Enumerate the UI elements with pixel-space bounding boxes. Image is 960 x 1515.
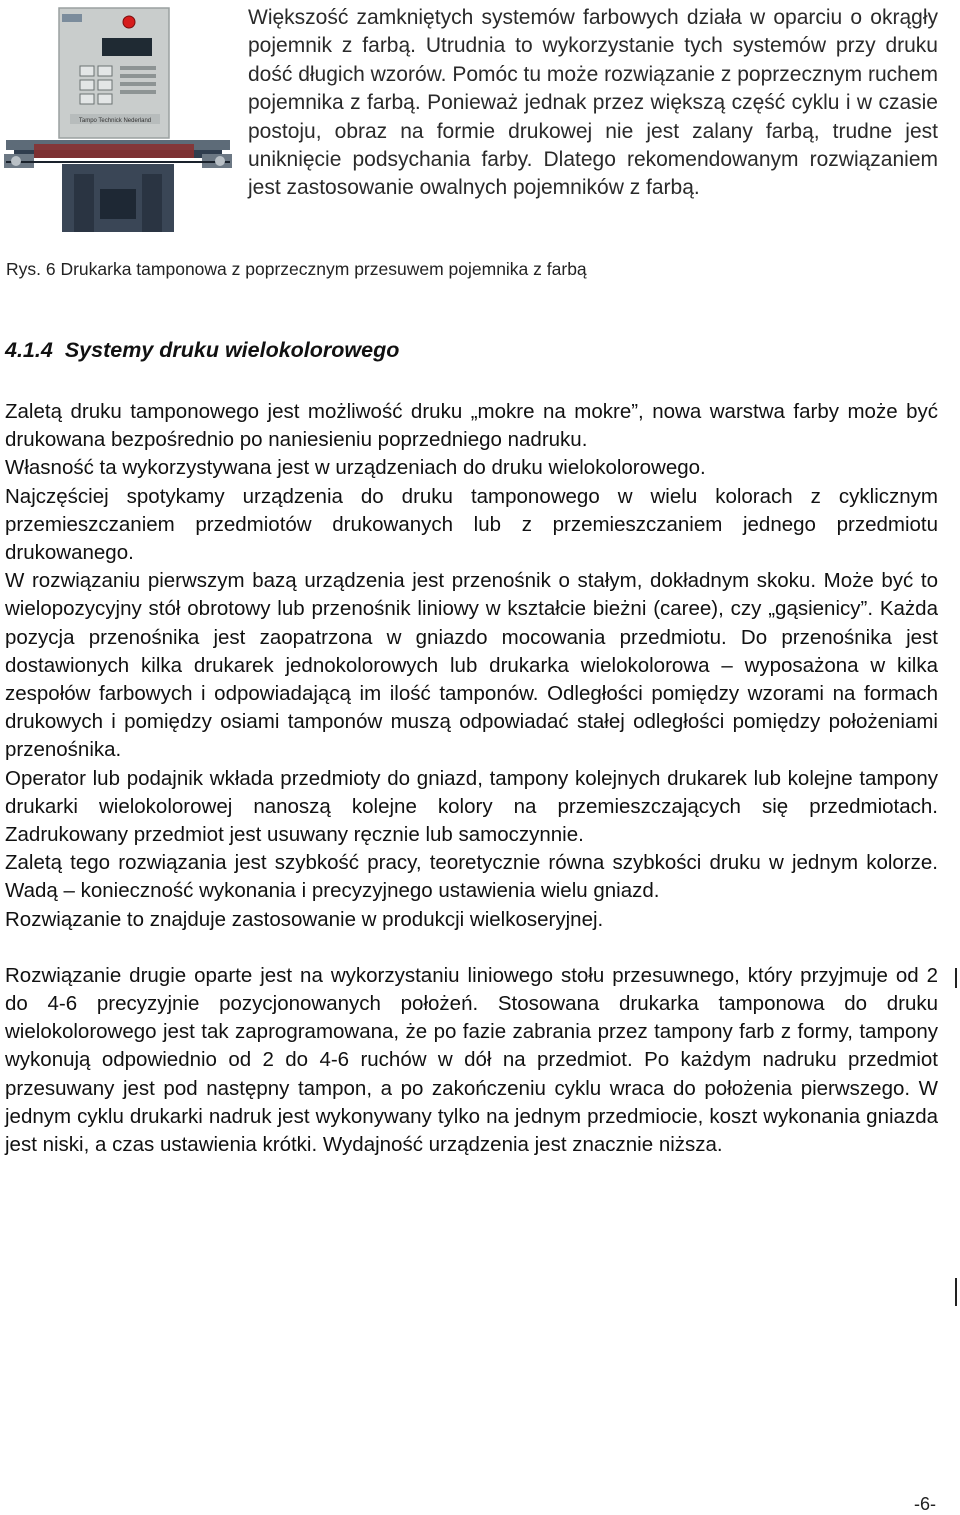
page-number: -6-: [914, 1494, 936, 1514]
revision-bar: [955, 968, 957, 988]
paragraph: Operator lub podajnik wkłada przedmioty do gniazd, tampony kolejnych drukarek lub kolejne tampony drukarki wielokolorowej nanoszą kolejne kolory na przemieszczających się przedmiotach. Zadrukowany przedmiot jest usuwany ręcznie lub samoczynnie.: [5, 766, 938, 847]
section-heading: [5, 336, 399, 364]
body-text: [5, 398, 938, 1159]
paragraph: Zaletą druku tamponowego jest możliwość druku „mokre na mokre”, nowa warstwa farby może być drukowana bezpośrednio po naniesieniu poprzedniego nadruku.: [5, 400, 938, 452]
revision-bar: [955, 1278, 957, 1306]
paragraph: Najczęściej spotykamy urządzenia do druku tamponowego w wielu kolorach z cyklicznym przemieszczaniem przedmiotów drukowanych lub z przemieszczaniem jednego przedmiotu drukowanego.: [5, 484, 938, 565]
section-title: Systemy druku wielokolorowego: [64, 338, 400, 362]
paragraph: W rozwiązaniu pierwszym bazą urządzenia jest przenośnik o stałym, dokładnym skoku. Może być to wielopozycyjny stół obrotowy lub przenośnik liniowy w kształcie bieżni (caree), czy „gąsienicy”. Każda pozycja przenośnika jest zaopatrzona w gniazdo mocowania przedmiotu. Do przenośnika jest dostawionych kilka drukarek jednokolorowych lub drukarka wielokolorowa – wyposażona w kilka zespołów farbowych i odpowiadającą im ilość tamponów. Odległości pomiędzy wzorami na formach drukowych i pomiędzy osiami tamponów muszą odpowiadać stałej odległości pomiędzy położeniami przenośnika.: [5, 569, 938, 762]
paragraph: Własność ta wykorzystywana jest w urządzeniach do druku wielokolorowego.: [5, 456, 706, 480]
pad-printer-photo: [4, 4, 232, 232]
machine-label: Tampo Technick Nederland: [78, 118, 152, 124]
paragraph: Rozwiązanie to znajduje zastosowanie w produkcji wielkoseryjnej.: [5, 907, 604, 931]
intro-paragraph: Większość zamkniętych systemów farbowych działa w oparciu o okrągły pojemnik z farbą. Utrudnia to wykorzystanie tych systemów przy druku dość długich wzorów. Pomóc tu może rozwiązanie z poprzecznym ruchem pojemnika z farbą. Ponieważ jednak przez większą część cyklu i w czasie postoju, obraz na formie drukowej nie jest zalany farbą, trudne jest uniknięcie podsychania farby. Dlatego rekomendowanym rozwiązaniem jest zastosowanie owalnych pojemników z farbą.: [248, 6, 938, 200]
figure-caption: Rys. 6 Drukarka tamponowa z poprzecznym przesuwem pojemnika z farbą: [6, 259, 587, 279]
paragraph: Zaletą tego rozwiązania jest szybkość pracy, teoretycznie równa szybkości druku w jednym kolorze. Wadą – konieczność wykonania i precyzyjnego ustawienia wielu gniazd.: [5, 851, 938, 903]
paragraph: Rozwiązanie drugie oparte jest na wykorzystaniu liniowego stołu przesuwnego, który przyjmuje od 2 do 4-6 precyzyjnie pozycjonowanych położeń. Stosowana drukarka tamponowa do druku wielokolorowego jest tak zaprogramowana, że po fazie zabrania przez tampony farb z formy, tampony wykonują odpowiednio od 2 do 4-6 ruchów w dół na przedmiot. Po każdym nadruku przedmiot przesuwany jest pod następny tampon, a po zakończeniu cyklu wraca do położenia pierwszego. W jednym cyklu drukarki nadruk jest wykonywany tylko na jednym przedmiocie, koszt wykonania gniazda jest niski, a czas ustawienia krótki. Wydajność urządzenia jest znacznie niższa.: [5, 963, 938, 1157]
section-number: 4.1.4: [5, 338, 53, 362]
